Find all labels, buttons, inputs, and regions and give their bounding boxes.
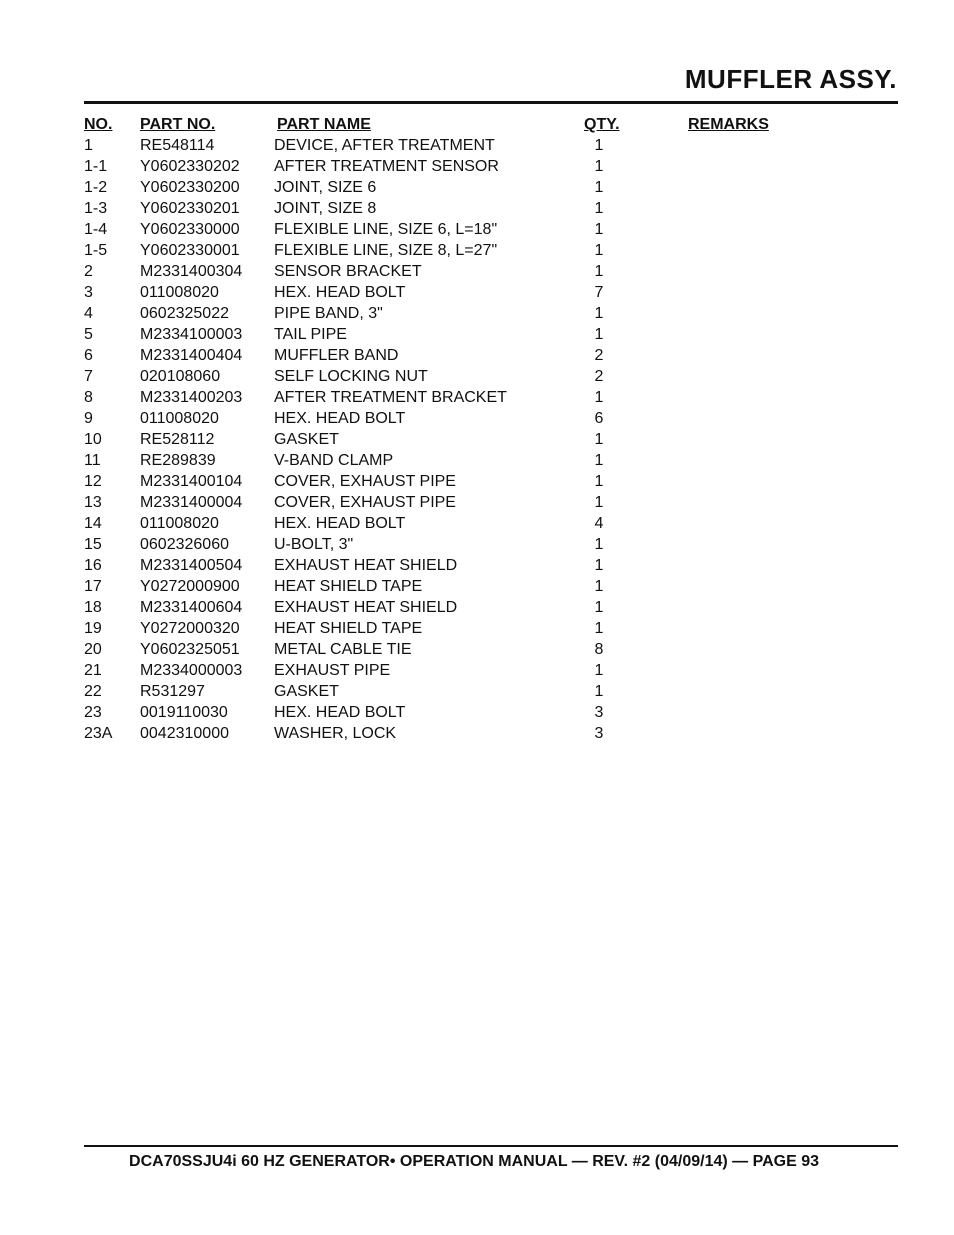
row-part-no: M2331400104 (140, 473, 243, 490)
row-part-name: V-BAND CLAMP (274, 452, 394, 469)
table-row (84, 387, 884, 408)
row-no: 7 (84, 368, 93, 385)
row-no: 18 (84, 599, 102, 616)
row-qty: 2 (594, 347, 604, 364)
row-part-no: Y0602330200 (140, 179, 240, 196)
row-part-no: 020108060 (140, 368, 221, 385)
row-no: 2 (84, 263, 93, 280)
row-qty: 3 (594, 704, 604, 721)
table-row (84, 597, 884, 618)
table-body (84, 135, 884, 744)
row-no: 1-3 (84, 200, 108, 217)
row-part-name: MUFFLER BAND (274, 347, 399, 364)
row-part-no: RE289839 (140, 452, 216, 469)
row-no: 12 (84, 473, 102, 490)
row-part-name: EXHAUST HEAT SHIELD (274, 557, 458, 574)
row-part-name: TAIL PIPE (274, 326, 347, 343)
row-part-name: COVER, EXHAUST PIPE (274, 494, 456, 511)
row-qty: 1 (594, 263, 604, 280)
table-row (84, 219, 884, 240)
table-row (84, 324, 884, 345)
row-part-name: U-BOLT, 3" (274, 536, 354, 553)
table-row (84, 345, 884, 366)
header-part-no: PART NO. (140, 116, 216, 133)
title-rule (84, 101, 898, 104)
row-qty: 1 (594, 137, 604, 154)
row-qty: 1 (594, 599, 604, 616)
row-part-no: M2334100003 (140, 326, 243, 343)
row-qty: 1 (594, 326, 604, 343)
footer-rule (84, 1145, 898, 1147)
row-qty: 1 (594, 452, 604, 469)
row-part-no: Y0602330201 (140, 200, 240, 217)
row-part-name: FLEXIBLE LINE, SIZE 6, L=18" (274, 221, 498, 238)
table-row (84, 576, 884, 597)
row-no: 23 (84, 704, 102, 721)
row-part-no: Y0602325051 (140, 641, 240, 658)
header-qty: QTY. (584, 116, 620, 133)
row-part-name: WASHER, LOCK (274, 725, 397, 742)
row-no: 1-2 (84, 179, 108, 196)
row-no: 14 (84, 515, 102, 532)
row-qty: 1 (594, 305, 604, 322)
row-part-name: COVER, EXHAUST PIPE (274, 473, 456, 490)
row-no: 4 (84, 305, 93, 322)
row-part-name: GASKET (274, 431, 339, 448)
table-row (84, 261, 884, 282)
row-part-name: FLEXIBLE LINE, SIZE 8, L=27" (274, 242, 498, 259)
table-row (84, 723, 884, 744)
table-row (84, 450, 884, 471)
row-no: 22 (84, 683, 102, 700)
row-no: 11 (84, 452, 101, 469)
row-qty: 1 (594, 431, 604, 448)
row-part-no: 011008020 (140, 515, 219, 532)
row-part-no: R531297 (140, 683, 205, 700)
header-no: NO. (84, 116, 113, 133)
row-qty: 1 (594, 536, 604, 553)
row-part-name: AFTER TREATMENT SENSOR (274, 158, 499, 175)
row-part-name: AFTER TREATMENT BRACKET (274, 389, 507, 406)
table-row (84, 429, 884, 450)
table-row (84, 303, 884, 324)
row-qty: 1 (594, 494, 604, 511)
row-part-no: 011008020 (140, 284, 219, 301)
table-row (84, 240, 884, 261)
table-header (84, 114, 884, 135)
table-row (84, 618, 884, 639)
row-part-name: HEX. HEAD BOLT (274, 704, 406, 721)
row-part-no: M2334000003 (140, 662, 243, 679)
row-qty: 7 (594, 284, 604, 301)
row-part-name: EXHAUST HEAT SHIELD (274, 599, 458, 616)
row-part-no: 011008020 (140, 410, 219, 427)
table-row (84, 513, 884, 534)
row-no: 17 (84, 578, 102, 595)
row-qty: 1 (594, 200, 604, 217)
table-row (84, 492, 884, 513)
row-qty: 4 (594, 515, 604, 532)
row-qty: 8 (594, 641, 604, 658)
table-row (84, 135, 884, 156)
row-qty: 1 (594, 662, 604, 679)
row-qty: 1 (594, 473, 604, 490)
table-row (84, 198, 884, 219)
row-part-no: 0042310000 (140, 725, 229, 742)
row-part-name: DEVICE, AFTER TREATMENT (274, 137, 495, 154)
row-qty: 1 (594, 221, 604, 238)
table-row (84, 471, 884, 492)
row-part-no: M2331400604 (140, 599, 243, 616)
table-row (84, 408, 884, 429)
row-part-no: Y0602330001 (140, 242, 240, 259)
table-row (84, 534, 884, 555)
row-no: 21 (84, 662, 102, 679)
row-no: 19 (84, 620, 102, 637)
row-part-no: M2331400203 (140, 389, 243, 406)
table-row (84, 177, 884, 198)
table-row (84, 702, 884, 723)
row-no: 1-4 (84, 221, 108, 238)
row-no: 15 (84, 536, 102, 553)
row-part-no: Y0272000900 (140, 578, 240, 595)
parts-table (84, 114, 884, 744)
row-part-name: GASKET (274, 683, 339, 700)
row-qty: 2 (594, 368, 604, 385)
row-part-name: HEX. HEAD BOLT (274, 410, 406, 427)
row-no: 1-1 (84, 158, 108, 175)
row-qty: 1 (594, 578, 604, 595)
row-qty: 1 (594, 179, 604, 196)
row-part-no: Y0602330202 (140, 158, 240, 175)
row-no: 13 (84, 494, 102, 511)
row-part-no: Y0272000320 (140, 620, 240, 637)
row-no: 20 (84, 641, 102, 658)
row-qty: 1 (594, 683, 604, 700)
row-no: 16 (84, 557, 102, 574)
row-part-name: HEX. HEAD BOLT (274, 515, 406, 532)
row-part-name: EXHAUST PIPE (274, 662, 391, 679)
row-part-no: M2331400404 (140, 347, 243, 364)
row-part-no: M2331400004 (140, 494, 243, 511)
table-row (84, 639, 884, 660)
row-part-no: 0602325022 (140, 305, 229, 322)
row-no: 1-5 (84, 242, 108, 259)
header-part-name: PART NAME (277, 116, 371, 133)
row-part-name: JOINT, SIZE 6 (274, 179, 377, 196)
page-footer: DCA70SSJU4i 60 HZ GENERATOR• OPERATION MANUAL — REV. #2 (04/09/14) — PAGE 93 (129, 1153, 819, 1170)
row-part-no: 0019110030 (140, 704, 228, 721)
table-row (84, 681, 884, 702)
row-qty: 1 (594, 158, 604, 175)
row-no: 8 (84, 389, 93, 406)
row-qty: 6 (594, 410, 604, 427)
row-part-no: Y0602330000 (140, 221, 240, 238)
table-row (84, 282, 884, 303)
row-part-no: M2331400504 (140, 557, 243, 574)
row-part-no: RE528112 (140, 431, 215, 448)
row-no: 5 (84, 326, 93, 343)
row-part-name: SELF LOCKING NUT (274, 368, 428, 385)
row-no: 3 (84, 284, 93, 301)
row-no: 6 (84, 347, 93, 364)
row-no: 9 (84, 410, 93, 427)
row-qty: 3 (594, 725, 604, 742)
row-part-name: HEAT SHIELD TAPE (274, 578, 423, 595)
row-qty: 1 (594, 389, 604, 406)
row-qty: 1 (594, 242, 604, 259)
row-qty: 1 (594, 557, 604, 574)
row-part-name: SENSOR BRACKET (274, 263, 422, 280)
row-part-no: M2331400304 (140, 263, 243, 280)
row-part-no: RE548114 (140, 137, 215, 154)
header-remarks: REMARKS (688, 116, 769, 133)
table-row (84, 366, 884, 387)
row-part-name: PIPE BAND, 3" (274, 305, 383, 322)
row-part-no: 0602326060 (140, 536, 229, 553)
row-part-name: METAL CABLE TIE (274, 641, 412, 658)
row-no: 1 (84, 137, 93, 154)
page-title: MUFFLER ASSY. (684, 64, 897, 94)
row-no: 23A (84, 725, 113, 742)
row-qty: 1 (594, 620, 604, 637)
row-part-name: JOINT, SIZE 8 (274, 200, 377, 217)
table-row (84, 555, 884, 576)
row-part-name: HEAT SHIELD TAPE (274, 620, 423, 637)
table-row (84, 660, 884, 681)
table-row (84, 156, 884, 177)
row-part-name: HEX. HEAD BOLT (274, 284, 406, 301)
row-no: 10 (84, 431, 102, 448)
